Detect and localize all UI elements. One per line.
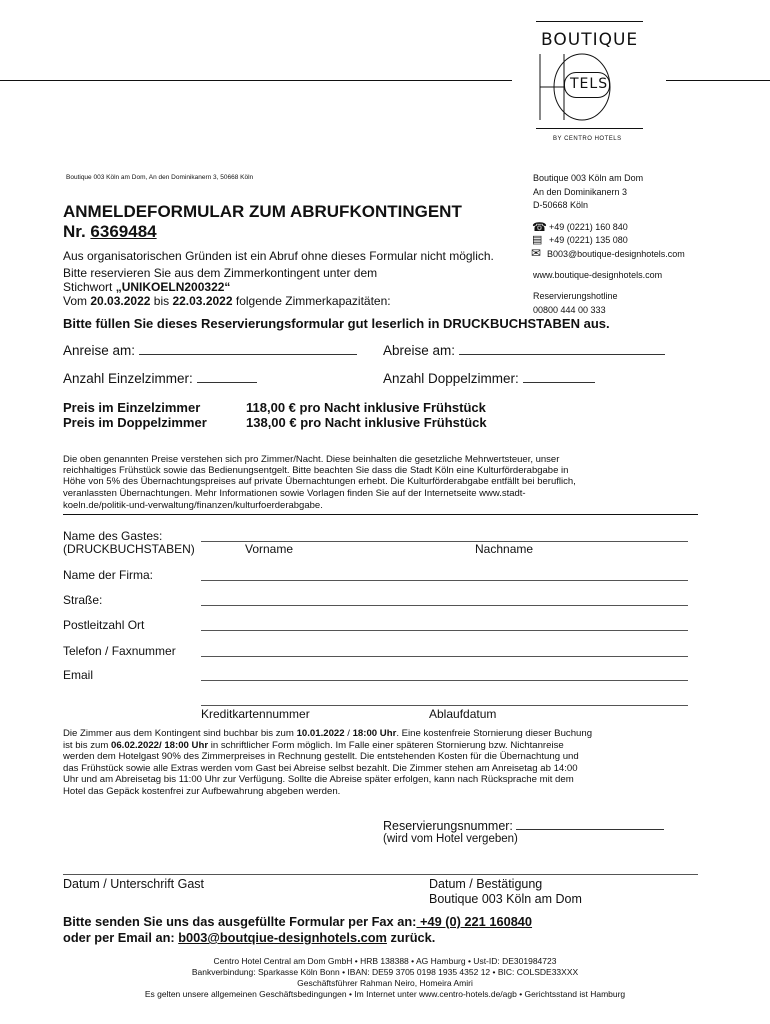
contact-city: D-50668 Köln (533, 200, 589, 210)
contact-fax: +49 (0221) 135 080 (549, 235, 628, 245)
logo-tels: TELS (570, 76, 609, 92)
nachname-label: Nachname (475, 542, 534, 556)
send-fax-number[interactable]: +49 (0) 221 160840 (416, 914, 533, 929)
logo-rule-top (536, 21, 643, 22)
price-einzel-label: Preis im Einzelzimmer (63, 400, 201, 415)
price-note-line: Die oben genannten Preise verstehen sich pro Zimmer/Nacht. Diese beinhalten die gesetzliche Mehrwertsteuer, unser (63, 454, 560, 465)
fax-icon: ▤ (532, 234, 543, 246)
hotline-number: 00800 444 00 333 (533, 305, 606, 315)
terms-line (63, 751, 592, 763)
vorname-label: Vorname (245, 542, 294, 556)
ablauf-label: Ablaufdatum (429, 707, 497, 721)
signature-right2: Boutique 003 Köln am Dom (429, 892, 582, 906)
strasse-label: Straße: (63, 593, 103, 607)
strasse-line[interactable] (201, 605, 688, 606)
send-email-link[interactable]: b003@boutqiue-designhotels.com (178, 930, 387, 945)
contact-email[interactable]: B003@boutique-designhotels.com (547, 249, 685, 259)
einzel-line[interactable] (197, 370, 257, 383)
terms-line (63, 774, 592, 786)
section-divider (63, 514, 698, 515)
einzel-field[interactable] (63, 370, 257, 386)
mail-icon: ✉ (531, 246, 542, 260)
stichwort-label: Stichwort (63, 280, 113, 294)
anreise-label: Anreise am: (63, 343, 136, 358)
contact-phone: +49 (0221) 160 840 (549, 222, 628, 232)
send-fax-text: Bitte senden Sie uns das ausgefüllte Formular per Fax an: (63, 914, 417, 929)
contact-name: Boutique 003 Köln am Dom (533, 173, 644, 183)
send-line2 (63, 930, 435, 945)
doppel-field[interactable] (383, 370, 595, 386)
terms-line (63, 740, 592, 752)
abreise-field[interactable] (383, 342, 665, 358)
logo-byline: BY CENTRO HOTELS (553, 136, 622, 142)
contact-web[interactable]: www.boutique-designhotels.com (533, 270, 663, 280)
email-line[interactable] (201, 680, 688, 681)
terms-bold: 18:00 Uhr (352, 728, 397, 739)
email-label: Email (63, 668, 94, 682)
plz-label: Postleitzahl Ort (63, 618, 145, 632)
terms-text: das Frühstück sowie alle Extras werden vom Gast bei Abreise selbst bezahlt. Die Zimmer stehen am Anreisetag ab 14:00 (63, 762, 578, 774)
firma-label: Name der Firma: (63, 568, 154, 582)
signature-line[interactable] (63, 874, 698, 875)
doppel-line[interactable] (523, 370, 595, 383)
sender-line: Boutique 003 Köln am Dom, An den Dominikanern 3, 50668 Köln (66, 174, 254, 181)
page-title: ANMELDEFORMULAR ZUM ABRUFKONTINGENT (63, 202, 462, 221)
terms-line (63, 763, 592, 775)
terms-text: . Eine kostenfreie Stornierung dieser Buchung (396, 728, 593, 739)
reservierung-note: (wird vom Hotel vergeben) (383, 833, 518, 845)
logo-rule-left (0, 80, 512, 81)
plz-line[interactable] (201, 630, 688, 631)
reservierung-line[interactable] (516, 817, 664, 830)
terms-block (63, 728, 592, 798)
intro-dates (63, 294, 391, 308)
terms-bold: 06.02.2022/ 18:00 Uhr (110, 739, 209, 751)
abreise-line[interactable] (459, 342, 665, 355)
telefon-label: Telefon / Faxnummer (63, 644, 176, 658)
terms-line (63, 728, 592, 740)
logo-rule-bottom (536, 128, 643, 129)
phone-icon: ☎ (532, 220, 547, 234)
form-number (63, 222, 157, 242)
terms-text: Hotel das Gepäck kostenfrei zur Aufbewahrung abgeben werden. (63, 785, 341, 797)
intro-line2: Bitte reservieren Sie aus dem Zimmerkontingent unter dem (63, 266, 378, 280)
price-note-line: Höhe von 5% des Übernachtungspreises auf private Übernachtungen erhebt. Die Kulturförderabgabe entfällt bei beruflich, (63, 476, 576, 487)
terms-text: Uhr und am Abreisetag bis 11:00 Uhr zur Verfügung. Sollte die Abreise später erfolgen, kann nach Rücksprache mit dem (63, 774, 574, 786)
hotline-label: Reservierungshotline (533, 291, 618, 301)
signature-left: Datum / Unterschrift Gast (63, 877, 205, 891)
guest-name-label: Name des Gastes: (63, 529, 163, 543)
einzel-label: Anzahl Einzelzimmer: (63, 371, 193, 386)
price-note-line: veranlassten Übernachtungen. Mehr Informationen sowie Vorlagen finden Sie auf der Internetseite www.stadt- (63, 488, 526, 499)
firma-line[interactable] (201, 580, 688, 581)
footer-line: Es gelten unsere allgemeinen Geschäftsbedingungen • Im Internet unter www.centro-hotels.de/agb • Gerichtsstand ist Hamburg (144, 989, 626, 999)
doppel-label: Anzahl Doppelzimmer: (383, 371, 519, 386)
date-to: 22.03.2022 (172, 294, 233, 308)
dates-tail: folgende Zimmerkapazitäten: (235, 294, 391, 308)
send-email-text: oder per Email an: (63, 930, 175, 945)
terms-text: in schriftlicher Form möglich. Im Falle einer späteren Stornierung bzw. Nichtanreise (208, 739, 564, 751)
footer-line: Centro Hotel Central am Dom GmbH • HRB 138388 • AG Hamburg • Ust-ID: DE301984723 (213, 956, 557, 966)
terms-bold: 10.01.2022 (296, 728, 345, 739)
reservierung-label: Reservierungsnummer: (383, 819, 513, 833)
price-note-line: koeln.de/politik-und-verwaltung/finanzen/kulturfoerderabgabe. (63, 500, 323, 511)
price-note-line: reichhaltiges Frühstück sowie das Bedienungsentgelt. Bitte beachten Sie dass die Stadt Köln eine Kulturförderabgabe in (63, 465, 569, 476)
karte-line[interactable] (201, 705, 688, 706)
telefon-line[interactable] (201, 656, 688, 657)
intro-line1: Aus organisatorischen Gründen ist ein Abruf ohne dieses Formular nicht möglich. (63, 249, 494, 263)
logo-boutique: BOUTIQUE (541, 30, 639, 50)
send-line1 (63, 914, 532, 929)
signature-right1: Datum / Bestätigung (429, 877, 543, 891)
anreise-line[interactable] (139, 342, 357, 355)
bis-label: bis (153, 294, 170, 308)
terms-text: / (344, 728, 353, 739)
footer-line: Geschäftsführer Rahman Neiro, Homeira Amiri (297, 978, 473, 988)
price-einzel-value: 118,00 € pro Nacht inklusive Frühstück (246, 400, 486, 415)
terms-line (63, 786, 592, 798)
instruction-text: Bitte füllen Sie dieses Reservierungsformular gut leserlich in DRUCKBUCHSTABEN aus. (63, 316, 610, 331)
karte-label: Kreditkartennummer (201, 707, 310, 721)
terms-text: Die Zimmer aus dem Kontingent sind buchbar bis zum (63, 728, 297, 739)
form-number-label: Nr. (63, 222, 86, 241)
terms-text: werden dem Hotelgast 90% des Zimmerpreises in Rechnung gestellt. Die entstehenden Kosten für die Übernachtung und (63, 751, 579, 763)
vom-label: Vom (63, 294, 88, 308)
price-doppel-value: 138,00 € pro Nacht inklusive Frühstück (246, 415, 487, 430)
contact-street: An den Dominikanern 3 (533, 187, 628, 197)
form-number-value: 6369484 (90, 222, 157, 241)
footer-line: Bankverbindung: Sparkasse Köln Bonn • IBAN: DE59 3705 0198 1935 4352 12 • BIC: COLSDE33XXX (191, 967, 579, 977)
logo-rule-right (666, 80, 770, 81)
terms-text: ist bis zum (63, 739, 111, 751)
reservierung-field[interactable] (383, 817, 664, 833)
abreise-label: Abreise am: (383, 343, 456, 358)
date-from: 20.03.2022 (90, 294, 151, 308)
price-doppel-label: Preis im Doppelzimmer (63, 415, 207, 430)
intro-stichwort (63, 280, 230, 294)
send-tail: zurück. (390, 930, 436, 945)
anreise-field[interactable] (63, 342, 357, 358)
stichwort-value: „UNIKOELN200322“ (115, 280, 231, 294)
druck-label: (DRUCKBUCHSTABEN) (63, 542, 195, 556)
